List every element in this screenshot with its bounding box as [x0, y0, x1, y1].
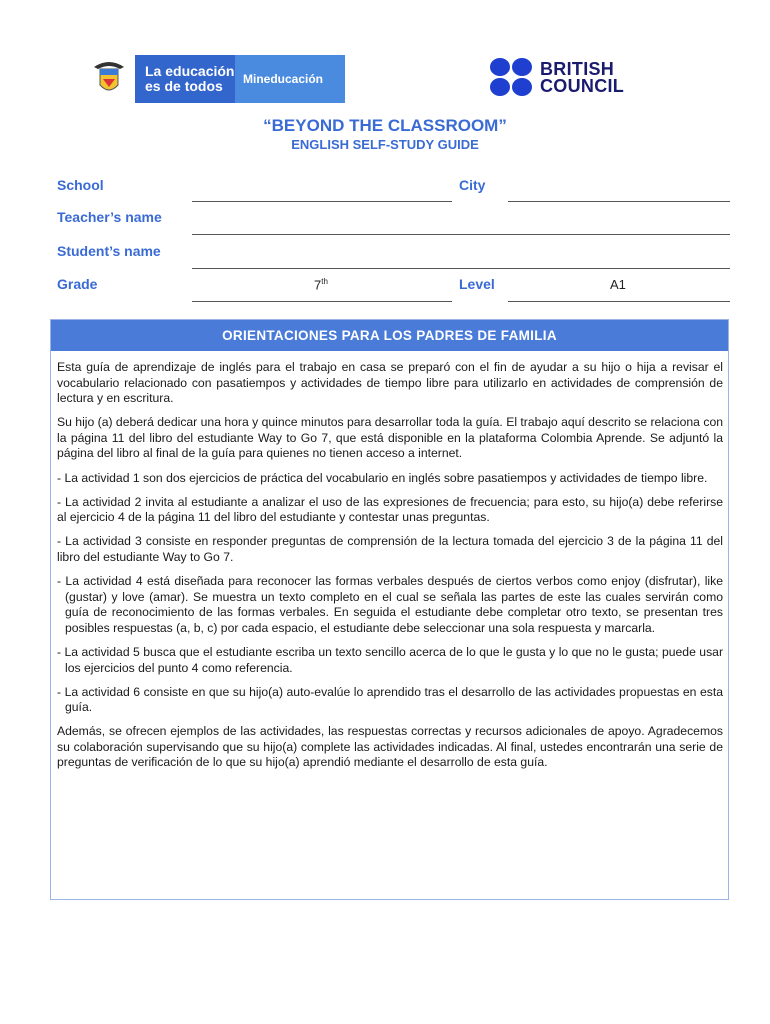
british-council-line2: COUNCIL: [540, 76, 625, 96]
paragraph-closing: Además, se ofrecen ejemplos de las actividades, las respuestas correctas y recursos adicionales de apoyo. Agradecemos su colaboración supervisando que su hijo(a) complete las actividades indicadas. Al final, ustedes encontrarán una serie de preguntas de verificación de lo que su hijo(a) aprendió mediante el desarrollo de esta guía.: [57, 724, 723, 770]
grade-value: 7th: [314, 277, 328, 293]
british-council-line1: BRITISH: [540, 59, 615, 79]
page-title: “BEYOND THE CLASSROOM”: [263, 116, 507, 135]
school-label: School: [57, 177, 104, 193]
level-value: A1: [610, 277, 626, 292]
paragraph-activity-2: - La actividad 2 invita al estudiante a analizar el uso de las expresiones de frecuencia; para esto, su hijo(a) debe referirse al ejercicio 4 de la página 11 del libro del estudiante y contestar unas preguntas.: [57, 494, 723, 525]
british-council-dots-icon: [490, 58, 534, 98]
paragraph-activity-5: - La actividad 5 busca que el estudiante escriba un texto sencillo acerca de lo que le gusta y lo que no le gusta; puede usar los ejercicios del punto 4 como referencia.: [57, 644, 723, 675]
parents-guidance-heading: ORIENTACIONES PARA LOS PADRES DE FAMILIA: [51, 320, 728, 351]
city-label: City: [459, 177, 486, 193]
paragraph-activity-1: - La actividad 1 son dos ejercicios de práctica del vocabulario en inglés sobre pasatiempos y actividades de tiempo libre.: [57, 470, 708, 485]
paragraph-time: Su hijo (a) deberá dedicar una hora y quince minutos para desarrollar toda la guía. El trabajo aquí descrito se relaciona con la página 11 del libro del estudiante Way to Go 7, que está disponible en la plataforma Colombia Aprende. Se adjuntó la página del libro al final de la guía para quienes no tienen acceso a internet.: [57, 415, 723, 461]
coat-of-arms-icon: [83, 55, 135, 103]
british-council-logo: [490, 58, 630, 98]
page-subtitle: ENGLISH SELF-STUDY GUIDE: [291, 137, 479, 152]
mineducacion-name: Mineducación: [235, 55, 345, 103]
city-field[interactable]: [508, 201, 730, 202]
teacher-field[interactable]: [192, 234, 730, 235]
student-field[interactable]: [192, 268, 730, 269]
student-label: Student’s name: [57, 243, 161, 259]
mineducacion-logo: [83, 55, 345, 103]
school-field[interactable]: [192, 201, 452, 202]
parents-guidance-box: [50, 319, 729, 900]
paragraph-activity-3: - La actividad 3 consiste en responder preguntas de comprensión de la lectura tomada del ejercicio 3 de la página 11 del libro del estudiante Way to Go 7.: [57, 534, 723, 564]
parents-guidance-body: [51, 351, 728, 771]
level-label: Level: [459, 276, 495, 292]
level-field[interactable]: [508, 301, 730, 302]
paragraph-intro: Esta guía de aprendizaje de inglés para el trabajo en casa se preparó con el fin de ayudar a su hijo o hija a revisar el vocabulario relacionado con pasatiempos y actividades de tiempo libre para utilizarlo en actividades de comprensión de lectura y en escritura.: [57, 360, 723, 406]
grade-label: Grade: [57, 276, 98, 292]
grade-field[interactable]: [192, 301, 452, 302]
teacher-label: Teacher’s name: [57, 209, 162, 225]
paragraph-activity-6: - La actividad 6 consiste en que su hijo(a) auto-evalúe lo aprendido tras el desarrollo de las actividades propuestas en esta guía.: [57, 684, 723, 715]
mineducacion-slogan: La educación es de todos: [135, 55, 235, 103]
paragraph-activity-4: - La actividad 4 está diseñada para reconocer las formas verbales después de ciertos verbos como enjoy (disfrutar), like (gustar) y love (amar). Se muestra un texto completo en el cual se señala las partes de este las cuales servirán como guía de reconocimiento de las formas verbales. En seguida el estudiante debe completar otro texto, se presentan tres posibles respuestas (a, b, c) por cada espacio, el estudiante debe seleccionar una sola respuesta y marcarla.: [57, 574, 723, 635]
